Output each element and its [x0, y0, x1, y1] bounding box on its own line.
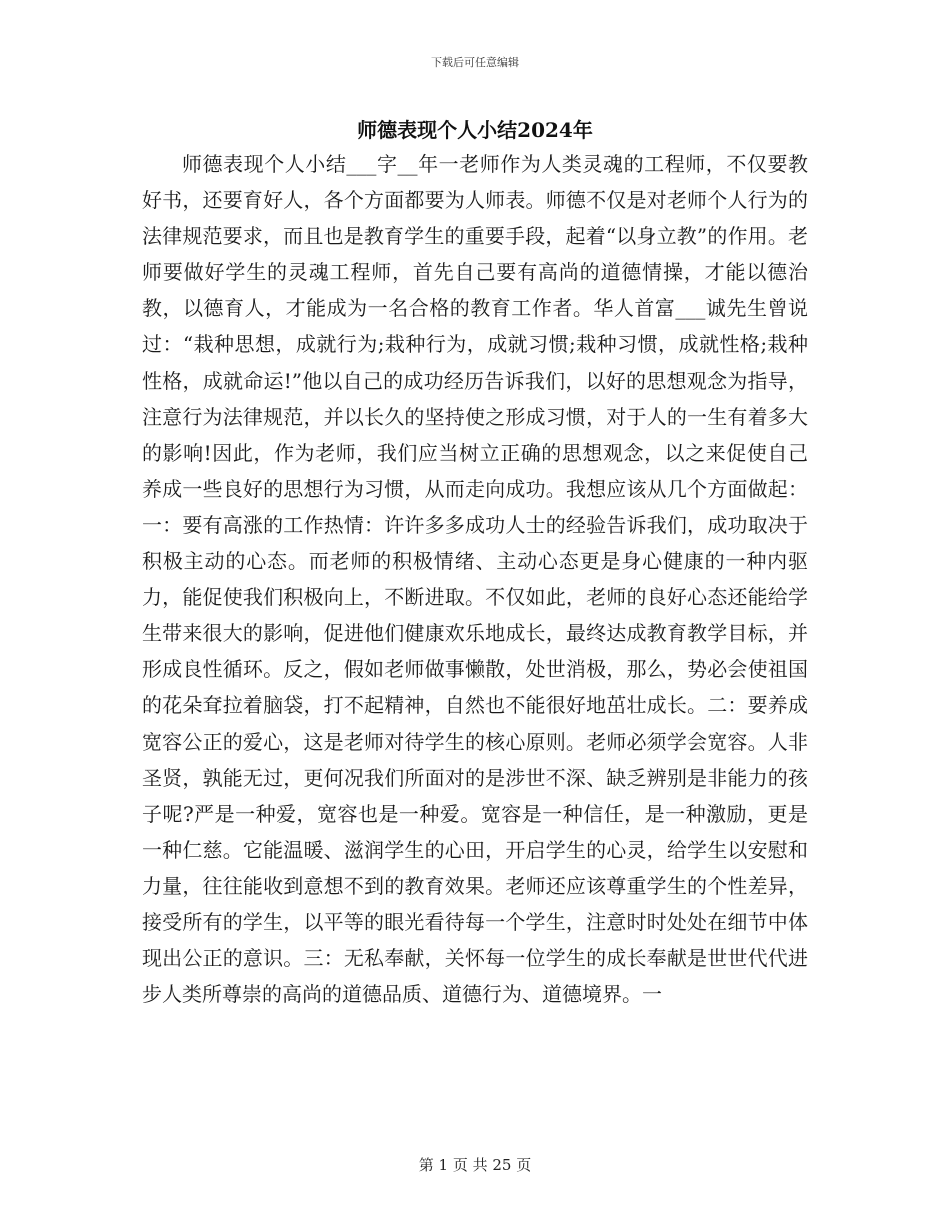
header-note: 下载后可任意编辑: [431, 56, 519, 69]
document-body: 师德表现个人小结___字__年一老师作为人类灵魂的工程师，不仅要教好书，还要育好人，各个方面都要为人师表。师德不仅是对老师个人行为的法律规范要求，而且也是教育学生的重要手段，起着“以身立教”的作用。老师要做好学生的灵魂工程师，首先自己要有高尚的道德情操，才能以德治教，以德育人，才能成为一名合格的教育工作者。华人首富___诚先生曾说过：“栽种思想，成就行为;栽种行为，成就习惯;栽种习惯，成就性格;栽种性格，成就命运!”他以自己的成功经历告诉我们，以好的思想观念为指导，注意行为法律规范，并以长久的坚持使之形成习惯，对于人的一生有着多大的影响!因此，作为老师，我们应当树立正确的思想观念，以之来促使自己养成一些良好的思想行为习惯，从而走向成功。我想应该从几个方面做起：一：要有高涨的工作热情：许许多多成功人士的经验告诉我们，成功取决于积极主动的心态。而老师的积极情绪、主动心态更是身心健康的一种内驱力，能促使我们积极向上，不断进取。不仅如此，老师的良好心态还能给学生带来很大的影响，促进他们健康欢乐地成长，最终达成教育教学目标，并形成良性循环。反之，假如老师做事懒散，处世消极，那么，势必会使祖国的花朵耷拉着脑袋，打不起精神，自然也不能很好地茁壮成长。二：要养成宽容公正的爱心，这是老师对待学生的核心原则。老师必须学会宽容。人非圣贤，孰能无过，更何况我们所面对的是涉世不深、缺乏辨别是非能力的孩子呢?严是一种爱，宽容也是一种爱。宽容是一种信任，是一种激励，更是一种仁慈。它能温暖、滋润学生的心田，开启学生的心灵，给学生以安慰和力量，往往能收到意想不到的教育效果。老师还应该尊重学生的个性差异，接受所有的学生，以平等的眼光看待每一个学生，注意时时处处在细节中体现出公正的意识。三：无私奉献，关怀每一位学生的成长奉献是世世代代进步人类所尊崇的高尚的道德品质、道德行为、道德境界。一: [142, 152, 808, 1007]
page-indicator: 第 1 页 共 25 页: [418, 1156, 532, 1174]
document-title: 师德表现个人小结2024年: [357, 118, 593, 142]
